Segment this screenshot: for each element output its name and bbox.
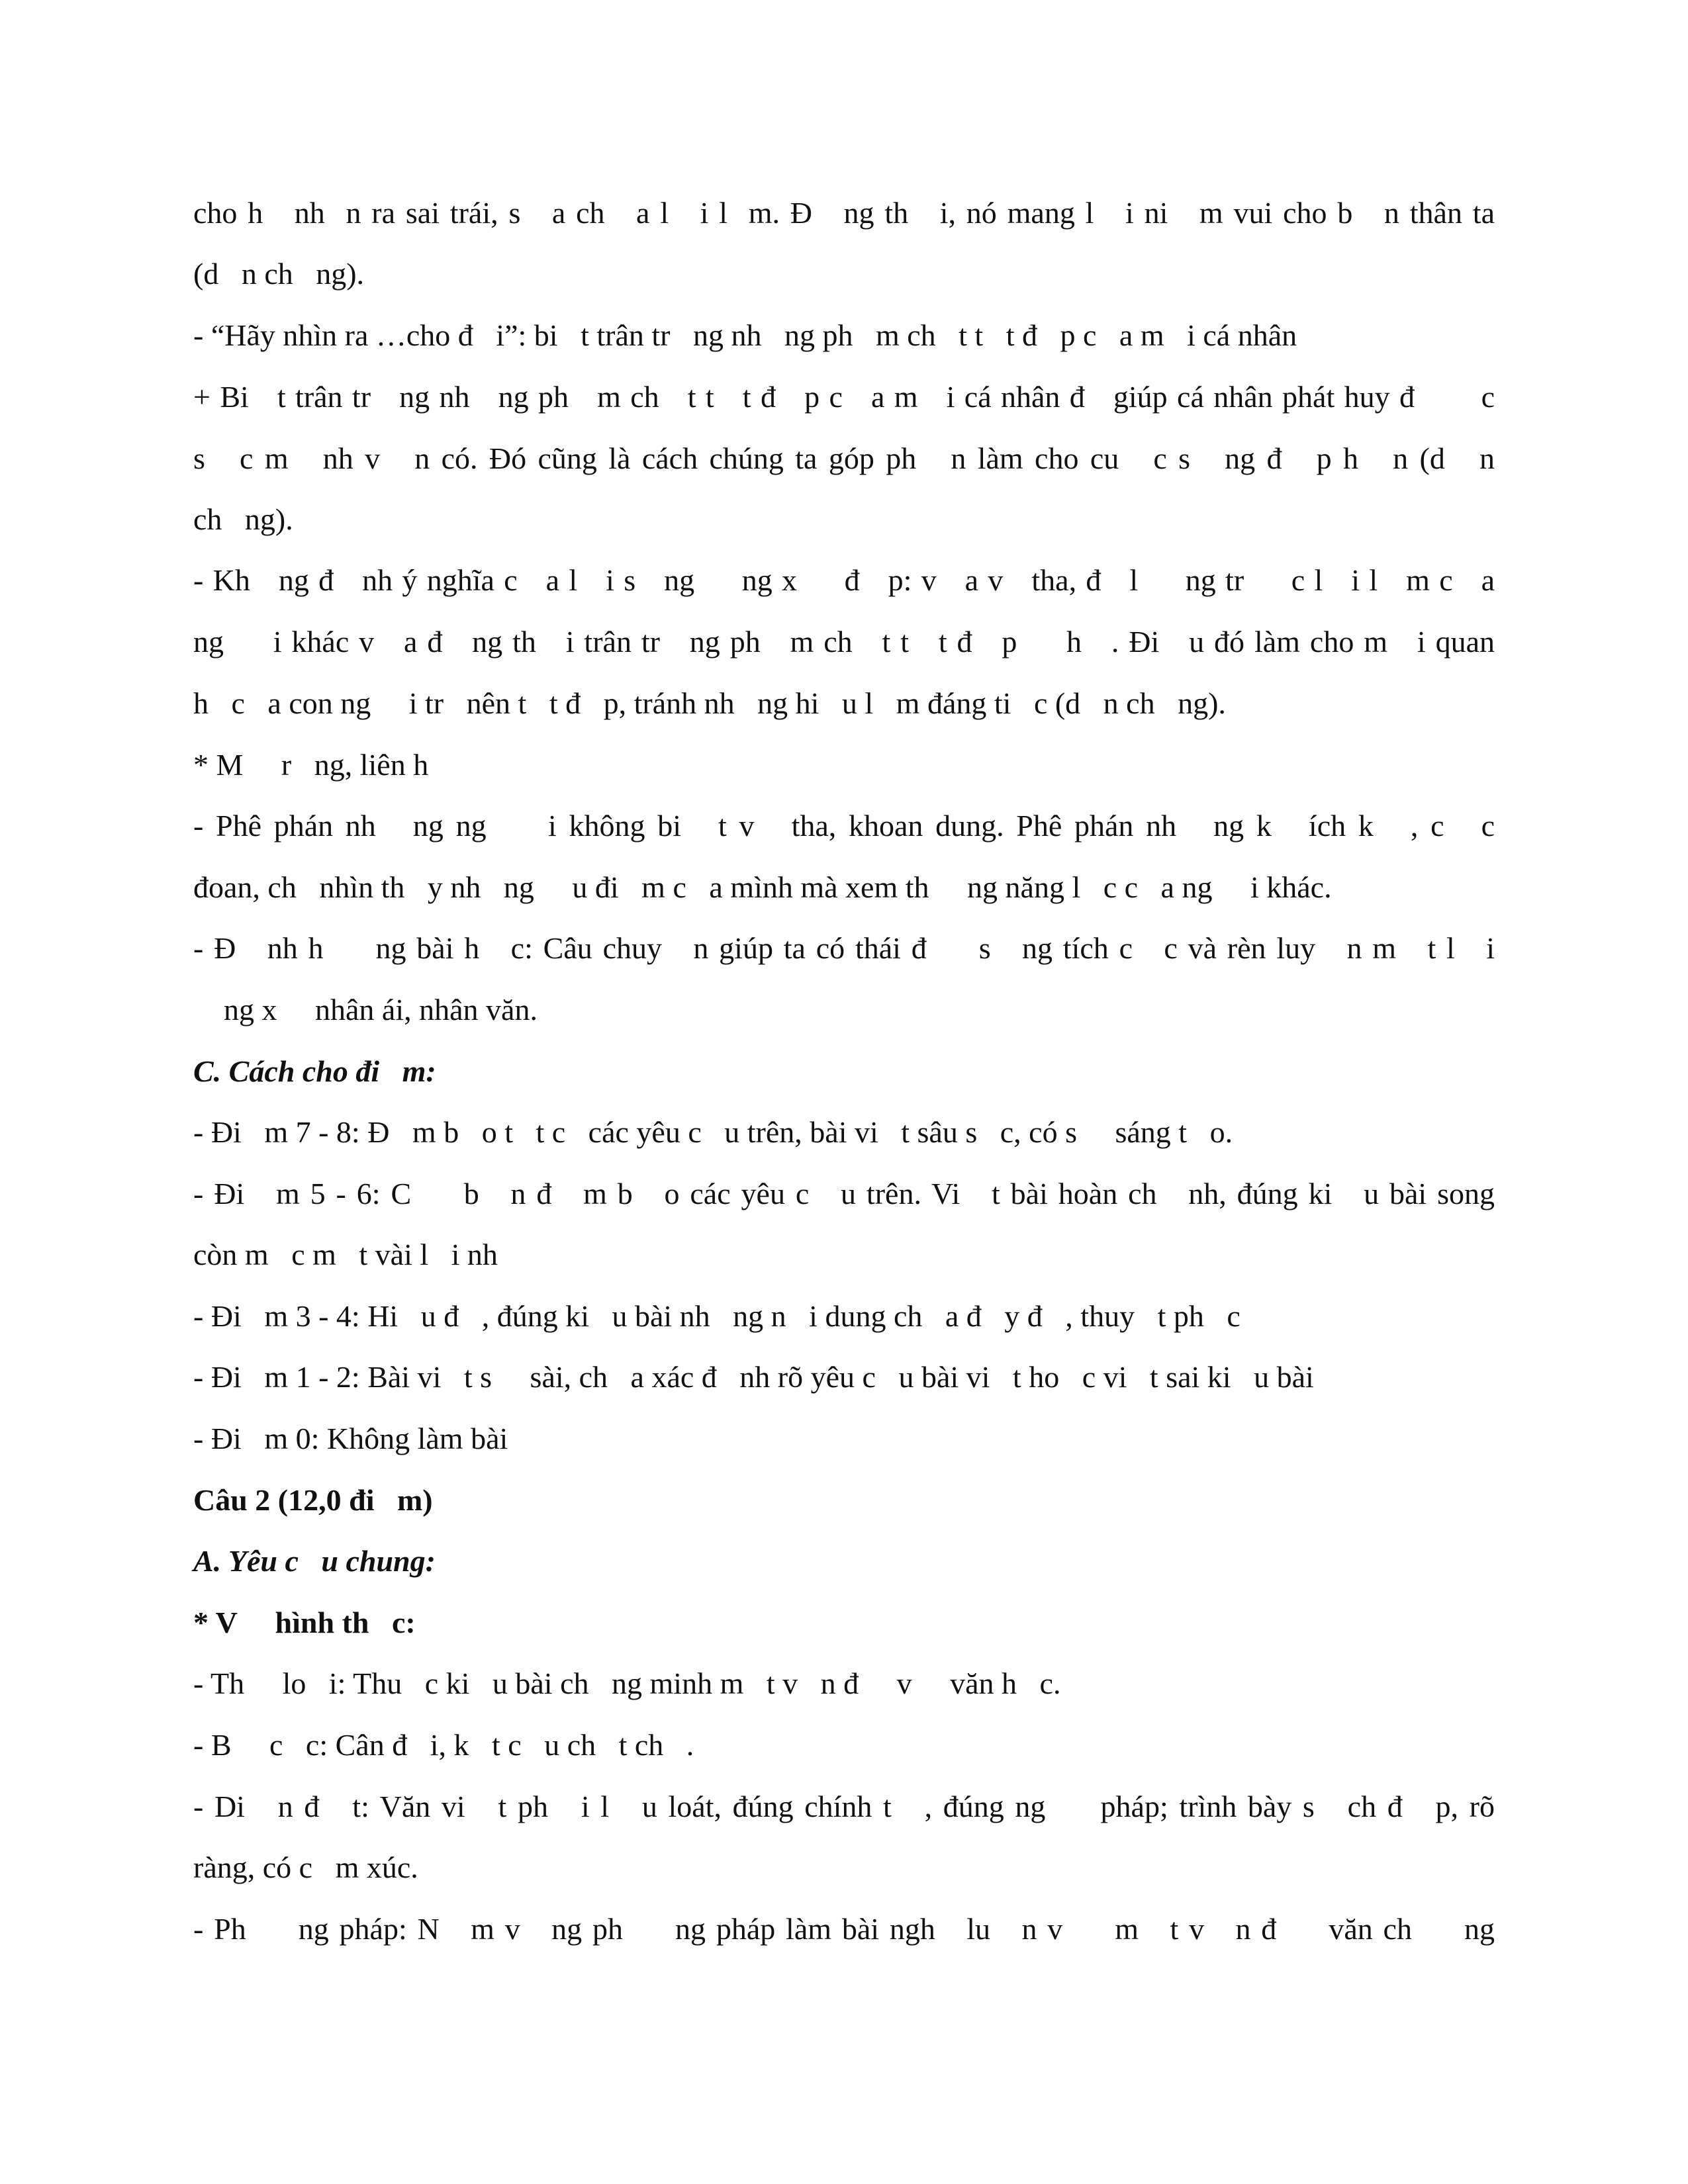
body-line: - Đi m 3 - 4: Hi u đ , đúng ki u bài nh ng n i dung ch a đ y đ , thuy t ph c <box>193 1299 1241 1333</box>
body-line: ràng, có c m xúc. <box>193 1850 418 1884</box>
body-line: ng i khác v a đ ng th i trân tr ng ph m ch t t t đ p h . Đi u đó làm cho m i quan <box>193 625 1495 659</box>
body-line: h c a con ng i tr nên t t đ p, tránh nh ng hi u l m đáng ti c (d n ch ng). <box>193 686 1226 720</box>
body-line: - Đi m 5 - 6: C b n đ m b o các yêu c u trên. Vi t bài hoàn ch nh, đúng ki u bài song <box>193 1177 1495 1210</box>
section-heading-requirements: A. Yêu c u chung: <box>193 1544 436 1578</box>
body-line: - Đi m 1 - 2: Bài vi t s sài, ch a xác đ nh rõ yêu c u bài vi t ho c vi t sai ki u bài <box>193 1360 1314 1394</box>
question-heading: Câu 2 (12,0 đi m) <box>193 1483 433 1517</box>
body-line: đoan, ch nhìn th y nh ng u đi m c a mình mà xem th ng năng l c c a ng i khác. <box>193 870 1332 904</box>
body-line: - Kh ng đ nh ý nghĩa c a l i s ng ng x đ p: v a v tha, đ l ng tr c l i l m c a <box>193 563 1495 597</box>
body-line: - Ph ng pháp: N m v ng ph ng pháp làm bài ngh lu n v m t v n đ văn ch ng <box>193 1912 1495 1946</box>
section-heading-grading: C. Cách cho đi m: <box>193 1054 436 1088</box>
body-line: ng x nhân ái, nhân văn. <box>193 993 538 1026</box>
body-line: - Di n đ t: Văn vi t ph i l u loát, đúng chính t , đúng ng pháp; trình bày s ch đ p, rõ <box>193 1790 1495 1823</box>
body-line: - B c c: Cân đ i, k t c u ch t ch . <box>193 1728 694 1762</box>
body-line: (d n ch ng). <box>193 257 365 291</box>
subsection-heading: * V hình th c: <box>193 1606 416 1639</box>
body-line: ch ng). <box>193 502 293 536</box>
body-line: - Đi m 7 - 8: Đ m b o t t c các yêu c u trên, bài vi t sâu s c, có s sáng t o. <box>193 1115 1233 1149</box>
body-line: s c m nh v n có. Đó cũng là cách chúng ta góp ph n làm cho cu c s ng đ p h n (d n <box>193 441 1495 475</box>
body-line: cho h nh n ra sai trái, s a ch a l i l m. Đ ng th i, nó mang l i ni m vui cho b n thân ta <box>193 196 1495 230</box>
body-line: + Bi t trân tr ng nh ng ph m ch t t t đ p c a m i cá nhân đ giúp cá nhân phát huy đ c <box>193 380 1495 414</box>
body-line: - Đ nh h ng bài h c: Câu chuy n giúp ta có thái đ s ng tích c c và rèn luy n m t l i <box>193 931 1495 965</box>
body-line: - “Hãy nhìn ra …cho đ i”: bi t trân tr ng nh ng ph m ch t t t đ p c a m i cá nhân <box>193 318 1297 352</box>
body-line: còn m c m t vài l i nh <box>193 1238 498 1271</box>
body-line: - Th lo i: Thu c ki u bài ch ng minh m t v n đ v văn h c. <box>193 1666 1061 1700</box>
body-line: - Đi m 0: Không làm bài <box>193 1422 508 1455</box>
section-heading: * M r ng, liên h <box>193 748 429 782</box>
body-line: - Phê phán nh ng ng i không bi t v tha, khoan dung. Phê phán nh ng k ích k , c c <box>193 809 1495 842</box>
